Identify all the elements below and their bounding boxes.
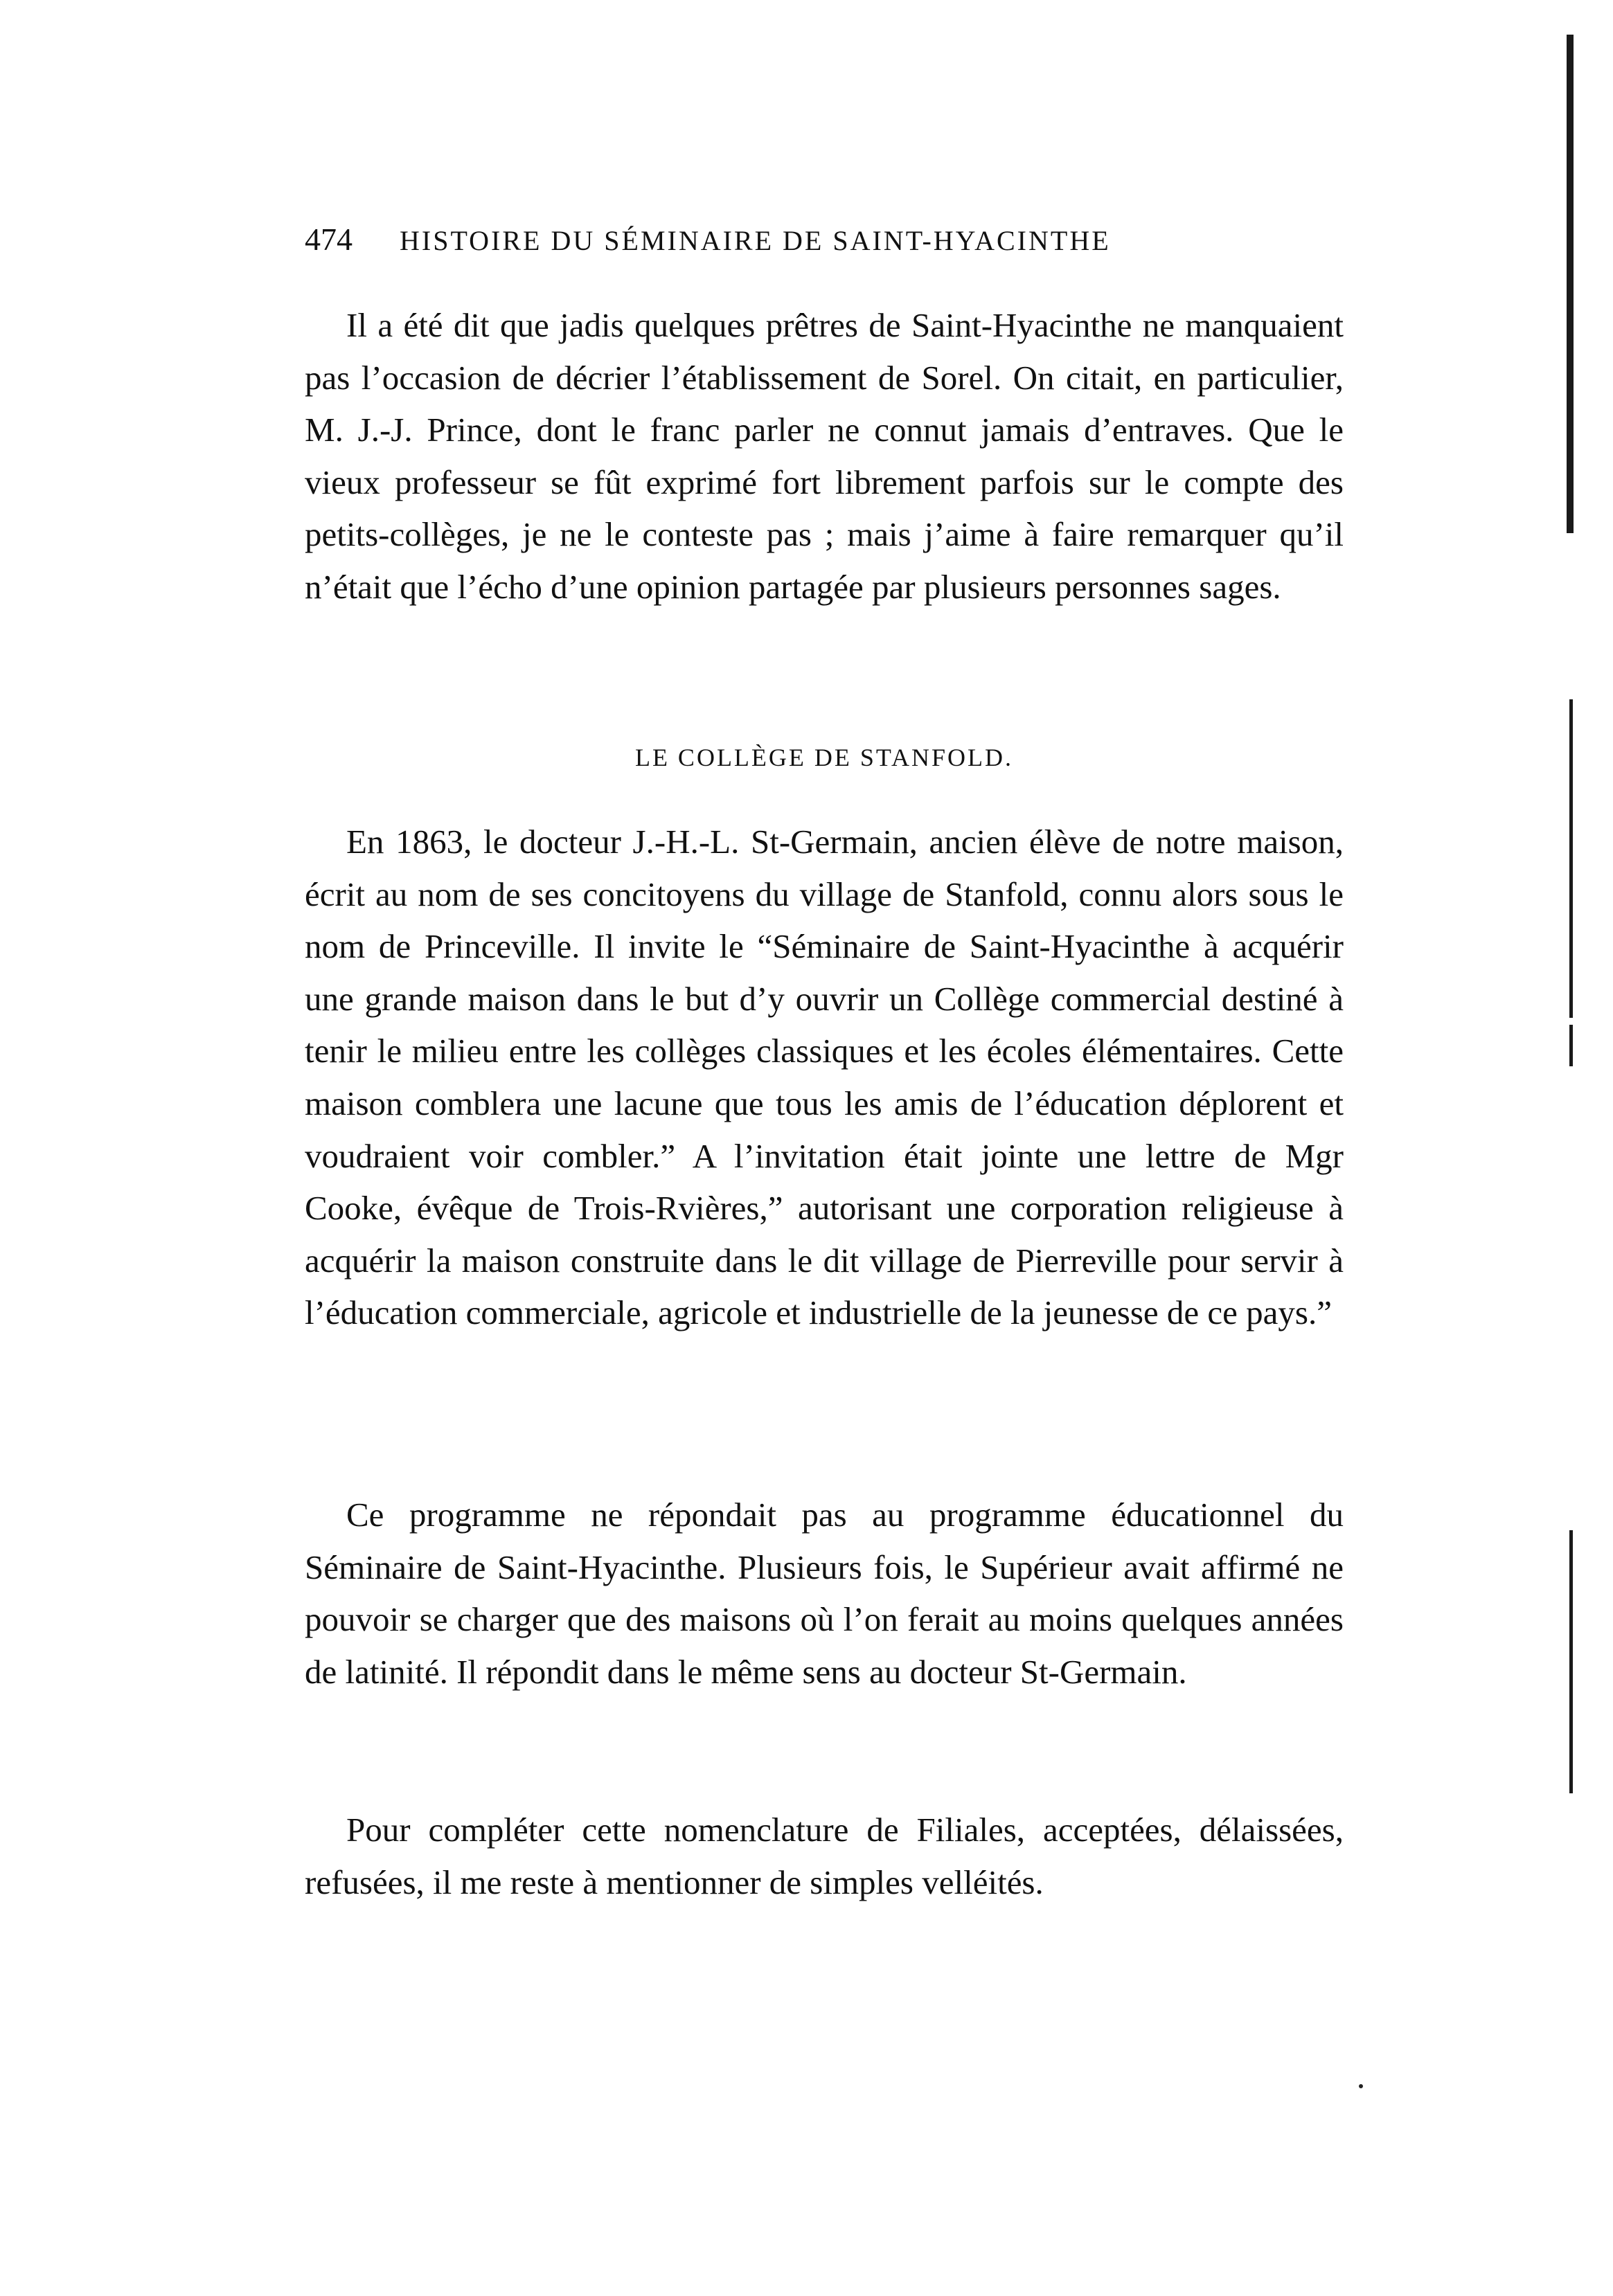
paragraph: Ce programme ne répondait pas au programme éducationnel du Séminaire de Saint-Hyacinthe. Plusieurs fois, le Supérieur avait affirmé ne pouvoir se charger que des maisons où l’on ferait au moins quelques années de latinité. Il répondit dans le même sens au docteur St-Germain. bbox=[305, 1496, 1344, 1691]
scan-speck bbox=[1359, 2084, 1363, 2088]
paragraph-block bbox=[305, 816, 1344, 1339]
page-number: 474 bbox=[305, 222, 353, 257]
page-edge-shadow bbox=[1569, 1530, 1573, 1793]
paragraph: Il a été dit que jadis quelques prêtres de Saint-Hyacinthe ne manquaient pas l’occasion de décrier l’établissement de Sorel. On citait, en particulier, M. J.-J. Prince, dont le franc parler ne connut jamais d’entraves. Que le vieux professeur se fût exprimé fort librement parfois sur le compte des petits-collèges, je ne le conteste pas ; mais j’aime à faire remarquer qu’il n’était que l’écho d’une opinion partagée par plusieurs personnes sages. bbox=[305, 306, 1344, 606]
paragraph-block bbox=[305, 299, 1344, 613]
page-edge-shadow bbox=[1569, 1025, 1573, 1066]
running-title: HISTOIRE DU SÉMINAIRE DE SAINT-HYACINTHE bbox=[400, 225, 1111, 256]
section-heading: LE COLLÈGE DE STANFOLD. bbox=[634, 744, 1014, 771]
paragraph: Pour compléter cette nomenclature de Filiales, acceptées, délaissées, refusées, il me reste à mentionner de simples velléités. bbox=[305, 1811, 1344, 1901]
page-edge-shadow bbox=[1569, 699, 1573, 1018]
running-head bbox=[305, 219, 1344, 260]
page-edge-shadow bbox=[1567, 35, 1574, 533]
paragraph-block bbox=[305, 1804, 1344, 1908]
paragraph-block bbox=[305, 1489, 1344, 1698]
paragraph: En 1863, le docteur J.-H.-L. St-Germain, ancien élève de notre maison, écrit au nom de ses concitoyens du village de Stanfold, connu alors sous le nom de Princeville. Il invite le “Séminaire de Saint-Hyacinthe à acquérir une grande maison dans le but d’y ouvrir un Collège commercial destiné à tenir le milieu entre les collèges classiques et les écoles élémentaires. Cette maison comblera une lacune que tous les amis de l’éducation déplorent et voudraient voir combler.” A l’invitation était jointe une lettre de Mgr Cooke, évêque de Trois-Rvières,” autorisant une corporation religieuse à acquérir la maison construite dans le dit village de Pierreville pour servir à l’éducation commerciale, agricole et industrielle de la jeunesse de ce pays.” bbox=[305, 823, 1344, 1332]
